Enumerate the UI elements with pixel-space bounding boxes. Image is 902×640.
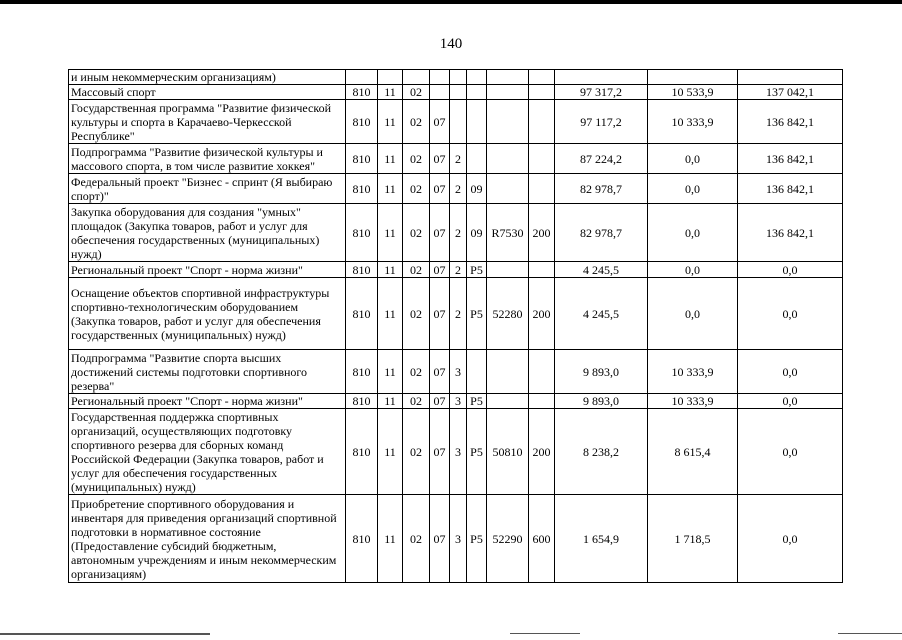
cell-p4: 52290: [487, 495, 529, 583]
cell-p3: P5: [467, 409, 487, 495]
cell-p4: [487, 262, 529, 278]
cell-name: Федеральный проект "Бизнес - спринт (Я выбираю спорт)": [69, 174, 346, 204]
table-body: [69, 70, 843, 583]
cell-p1: 07: [430, 394, 450, 409]
cell-v2: [648, 70, 738, 85]
cell-rz: 11: [378, 350, 403, 394]
cell-pr: [403, 70, 430, 85]
cell-v2: 10 333,9: [648, 394, 738, 409]
table-row: [69, 409, 843, 495]
cell-p2: 3: [450, 409, 467, 495]
cell-v1: 97 117,2: [555, 100, 648, 144]
cell-v3: 0,0: [738, 495, 843, 583]
cell-p4: [487, 174, 529, 204]
cell-p3: P5: [467, 394, 487, 409]
cell-p2: 2: [450, 204, 467, 262]
cell-rz: 11: [378, 85, 403, 100]
page-number: 140: [439, 36, 463, 52]
cell-p1: 07: [430, 262, 450, 278]
cell-p1: 07: [430, 204, 450, 262]
cell-p2: [450, 70, 467, 85]
cell-p3: [467, 350, 487, 394]
cell-v3: 0,0: [738, 409, 843, 495]
cell-p3: [467, 100, 487, 144]
cell-p3: P5: [467, 495, 487, 583]
cell-p4: [487, 100, 529, 144]
cell-v1: 82 978,7: [555, 174, 648, 204]
cell-ved: 810: [346, 394, 378, 409]
cell-p4: [487, 144, 529, 174]
cell-name: Региональный проект "Спорт - норма жизни": [69, 394, 346, 409]
cell-name: Региональный проект "Спорт - норма жизни": [69, 262, 346, 278]
cell-p3: [467, 144, 487, 174]
cell-v2: 0,0: [648, 144, 738, 174]
cell-rz: 11: [378, 495, 403, 583]
cell-v2: 0,0: [648, 204, 738, 262]
cell-p4: [487, 85, 529, 100]
cell-v3: 137 042,1: [738, 85, 843, 100]
cell-rz: 11: [378, 204, 403, 262]
cell-v3: 136 842,1: [738, 100, 843, 144]
cell-pr: 02: [403, 495, 430, 583]
cell-name: Государственная поддержка спортивных организаций, осуществляющих подготовку спортивного резерва для сборных команд Российской Федерации (Закупка товаров, работ и услуг для обеспечения государственных (муниципальных) нужд): [69, 409, 346, 495]
cell-pr: 02: [403, 174, 430, 204]
cell-p1: 07: [430, 350, 450, 394]
cell-name: Оснащение объектов спортивной инфраструктуры спортивно-технологическим оборудованием (Закупка товаров, работ и услуг для обеспечения государственных (муниципальных) нужд): [69, 278, 346, 350]
cell-p4: [487, 70, 529, 85]
footer-rule-right: [838, 633, 902, 634]
cell-v2: 0,0: [648, 262, 738, 278]
cell-p3: 09: [467, 174, 487, 204]
cell-p2: 2: [450, 278, 467, 350]
footer-rule-mid: [510, 633, 580, 634]
cell-p1: 07: [430, 495, 450, 583]
cell-p2: 2: [450, 262, 467, 278]
cell-p3: P5: [467, 262, 487, 278]
cell-vr: [529, 85, 555, 100]
cell-ved: 810: [346, 204, 378, 262]
cell-p4: [487, 394, 529, 409]
cell-rz: 11: [378, 394, 403, 409]
cell-v3: 0,0: [738, 262, 843, 278]
cell-name: Подпрограмма "Развитие спорта высших достижений системы подготовки спортивного резерва": [69, 350, 346, 394]
cell-vr: [529, 100, 555, 144]
cell-p2: 2: [450, 144, 467, 174]
cell-vr: [529, 350, 555, 394]
cell-pr: 02: [403, 144, 430, 174]
cell-name: Массовый спорт: [69, 85, 346, 100]
cell-ved: 810: [346, 262, 378, 278]
cell-v1: 8 238,2: [555, 409, 648, 495]
cell-vr: 200: [529, 204, 555, 262]
cell-ved: 810: [346, 495, 378, 583]
budget-table: [68, 69, 843, 583]
table-row: [69, 394, 843, 409]
cell-v3: 136 842,1: [738, 144, 843, 174]
cell-p2: 3: [450, 394, 467, 409]
cell-ved: 810: [346, 100, 378, 144]
cell-pr: 02: [403, 278, 430, 350]
table-row: [69, 174, 843, 204]
cell-v3: 0,0: [738, 278, 843, 350]
cell-p3: 09: [467, 204, 487, 262]
cell-name: и иным некоммерческим организациям): [69, 70, 346, 85]
table-row: [69, 100, 843, 144]
cell-pr: 02: [403, 100, 430, 144]
cell-p1: [430, 85, 450, 100]
cell-p2: [450, 100, 467, 144]
cell-name: Приобретение спортивного оборудования и инвентаря для приведения организаций спортивной подготовки в нормативное состояние (Предоставление субсидий бюджетным, автономным учреждениям и иным некоммерческим организациям): [69, 495, 346, 583]
table-row: [69, 204, 843, 262]
cell-v1: 9 893,0: [555, 350, 648, 394]
cell-v3: 136 842,1: [738, 174, 843, 204]
cell-p2: 3: [450, 495, 467, 583]
cell-v1: 9 893,0: [555, 394, 648, 409]
cell-vr: [529, 70, 555, 85]
cell-vr: 200: [529, 409, 555, 495]
top-border: [0, 0, 902, 4]
cell-pr: 02: [403, 394, 430, 409]
cell-p1: 07: [430, 278, 450, 350]
footer-rule-left: [0, 633, 210, 635]
cell-ved: 810: [346, 409, 378, 495]
cell-v3: [738, 70, 843, 85]
cell-v1: 4 245,5: [555, 278, 648, 350]
cell-name: Закупка оборудования для создания "умных" площадок (Закупка товаров, работ и услуг для обеспечения государственных (муниципальных) нужд): [69, 204, 346, 262]
cell-p4: 52280: [487, 278, 529, 350]
cell-v2: 0,0: [648, 278, 738, 350]
cell-p4: [487, 350, 529, 394]
cell-ved: 810: [346, 85, 378, 100]
cell-p1: 07: [430, 100, 450, 144]
cell-pr: 02: [403, 204, 430, 262]
cell-rz: 11: [378, 100, 403, 144]
cell-p4: R7530: [487, 204, 529, 262]
cell-v3: 136 842,1: [738, 204, 843, 262]
cell-v2: 10 333,9: [648, 100, 738, 144]
cell-p1: 07: [430, 409, 450, 495]
cell-vr: 200: [529, 278, 555, 350]
table-row: [69, 85, 843, 100]
table-row: [69, 350, 843, 394]
cell-rz: 11: [378, 174, 403, 204]
cell-p1: 07: [430, 174, 450, 204]
cell-p1: 07: [430, 144, 450, 174]
cell-v3: 0,0: [738, 350, 843, 394]
cell-rz: 11: [378, 144, 403, 174]
cell-ved: 810: [346, 350, 378, 394]
cell-ved: 810: [346, 174, 378, 204]
table-row: [69, 70, 843, 85]
table-row: [69, 278, 843, 350]
cell-v1: 1 654,9: [555, 495, 648, 583]
cell-p1: [430, 70, 450, 85]
cell-v1: 4 245,5: [555, 262, 648, 278]
cell-name: Подпрограмма "Развитие физической культуры и массового спорта, в том числе развитие хоккея": [69, 144, 346, 174]
cell-v2: 8 615,4: [648, 409, 738, 495]
cell-p2: 2: [450, 174, 467, 204]
cell-ved: 810: [346, 144, 378, 174]
cell-rz: [378, 70, 403, 85]
cell-name: Государственная программа "Развитие физической культуры и спорта в Карачаево-Черкесской Республике": [69, 100, 346, 144]
cell-pr: 02: [403, 262, 430, 278]
cell-v1: 97 317,2: [555, 85, 648, 100]
cell-pr: 02: [403, 350, 430, 394]
table-row: [69, 144, 843, 174]
cell-p3: [467, 70, 487, 85]
cell-pr: 02: [403, 409, 430, 495]
cell-rz: 11: [378, 262, 403, 278]
cell-v1: 82 978,7: [555, 204, 648, 262]
cell-v2: 10 333,9: [648, 350, 738, 394]
cell-rz: 11: [378, 278, 403, 350]
cell-vr: [529, 174, 555, 204]
table-row: [69, 262, 843, 278]
cell-rz: 11: [378, 409, 403, 495]
table-row: [69, 495, 843, 583]
cell-p3: P5: [467, 278, 487, 350]
cell-p3: [467, 85, 487, 100]
cell-v2: 1 718,5: [648, 495, 738, 583]
cell-vr: [529, 394, 555, 409]
cell-v2: 0,0: [648, 174, 738, 204]
cell-ved: [346, 70, 378, 85]
cell-v1: [555, 70, 648, 85]
cell-vr: [529, 262, 555, 278]
cell-vr: [529, 144, 555, 174]
cell-p2: 3: [450, 350, 467, 394]
cell-pr: 02: [403, 85, 430, 100]
cell-p4: 50810: [487, 409, 529, 495]
cell-v2: 10 533,9: [648, 85, 738, 100]
cell-v3: 0,0: [738, 394, 843, 409]
cell-p2: [450, 85, 467, 100]
cell-vr: 600: [529, 495, 555, 583]
cell-ved: 810: [346, 278, 378, 350]
cell-v1: 87 224,2: [555, 144, 648, 174]
